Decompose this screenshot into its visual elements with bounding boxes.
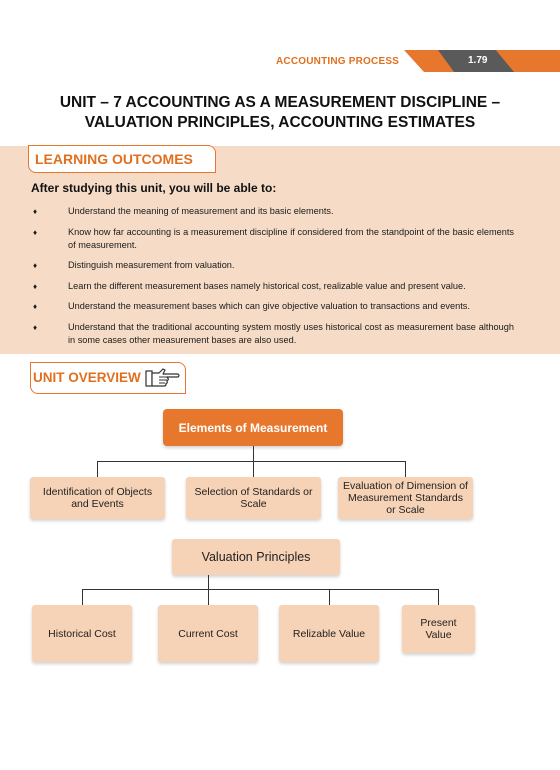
list-item-text: Understand the measurement bases which can give objective valuation to transactions and events. — [68, 301, 470, 311]
connector-line — [97, 461, 405, 462]
connector-line — [82, 589, 438, 590]
unit-title: UNIT – 7 ACCOUNTING AS A MEASUREMENT DISCIPLINE – VALUATION PRINCIPLES, ACCOUNTING ESTIMATES — [59, 94, 501, 131]
list-item-text: Learn the different measurement bases namely historical cost, realizable value and present value. — [68, 280, 466, 291]
pointing-hand-icon — [145, 367, 181, 389]
connector-line — [208, 589, 209, 605]
list-item — [30, 259, 514, 272]
diamond-bullet-icon: ♦ — [33, 281, 38, 291]
present-value-node: Present Value — [402, 605, 475, 653]
header-section-title: ACCOUNTING PROCESS — [276, 56, 400, 67]
connector-line — [97, 461, 98, 477]
list-item-text: Understand the meaning of measurement and its basic elements. — [68, 206, 334, 216]
historical-cost-node: Historical Cost — [32, 605, 132, 662]
learning-outcomes-heading-box — [28, 145, 216, 173]
valuation-principles-node: Valuation Principles — [172, 539, 340, 575]
connector-line — [253, 446, 254, 462]
diamond-bullet-icon: ♦ — [33, 302, 38, 311]
connector-line — [253, 461, 254, 477]
diamond-bullet-icon: ♦ — [33, 322, 38, 332]
connector-line — [82, 589, 83, 605]
connector-line — [329, 589, 330, 605]
page-number: 1.79 — [468, 55, 488, 66]
learning-outcomes-intro: After studying this unit, you will be able to: — [31, 181, 277, 195]
diamond-bullet-icon: ♦ — [33, 261, 38, 270]
connector-line — [405, 461, 406, 477]
evaluation-node: Evaluation of Dimension of Measurement Standards or Scale — [338, 477, 473, 519]
selection-node: Selection of Standards or Scale — [186, 477, 321, 519]
list-item — [30, 321, 514, 347]
connector-line — [208, 575, 209, 589]
list-item — [30, 300, 514, 313]
list-item — [30, 226, 514, 252]
list-item — [30, 280, 514, 293]
list-item — [30, 205, 514, 218]
list-item-text: Understand that the traditional accounting system mostly uses historical cost as measurement base although in some cases other measurement bases are also used. — [68, 321, 514, 345]
identification-node: Identification of Objects and Events — [30, 477, 165, 519]
list-item-text: Know how far accounting is a measurement discipline if considered from the standpoint of the basic elements of measurement. — [68, 226, 514, 250]
diamond-bullet-icon: ♦ — [33, 207, 38, 216]
learning-outcomes-heading: LEARNING OUTCOMES — [35, 151, 193, 167]
unit-overview-heading-box — [30, 362, 186, 394]
realizable-value-node: Relizable Value — [279, 605, 379, 662]
current-cost-node: Current Cost — [158, 605, 258, 662]
elements-of-measurement-node: Elements of Measurement — [163, 409, 343, 446]
list-item-text: Distinguish measurement from valuation. — [68, 260, 235, 270]
diamond-bullet-icon: ♦ — [33, 227, 38, 237]
learning-outcomes-list — [30, 205, 514, 354]
header-page-tab — [404, 50, 560, 72]
connector-line — [438, 589, 439, 605]
unit-overview-heading: UNIT OVERVIEW — [33, 370, 141, 385]
